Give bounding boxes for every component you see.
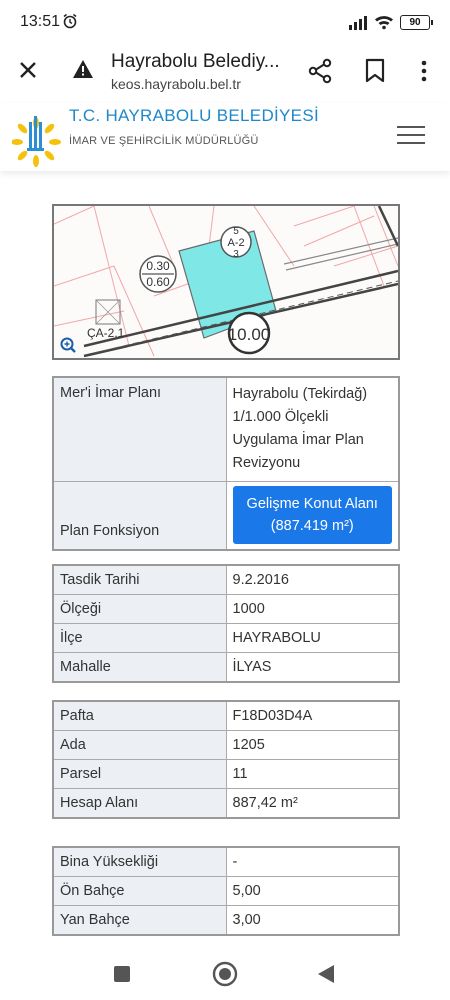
table-row	[53, 377, 399, 482]
recents-icon[interactable]	[112, 964, 132, 984]
row-key: Bina Yüksekliği	[53, 847, 226, 877]
row-key: Pafta	[53, 701, 226, 731]
table-row	[53, 565, 399, 595]
map-ratio-bottom: 0.60	[146, 275, 170, 289]
row-value: F18D03D4A	[226, 701, 399, 731]
row-key: Ön Bahçe	[53, 877, 226, 906]
table-row	[53, 847, 399, 877]
row-value: 3,00	[226, 906, 399, 936]
site-title: T.C. HAYRABOLU BELEDİYESİ	[69, 106, 319, 125]
plan-function-button[interactable]: Gelişme Konut Alanı (887.419 m²)	[233, 486, 392, 544]
status-time: 13:51	[20, 13, 61, 30]
table-row	[53, 877, 399, 906]
map-road-width: 10.00	[227, 325, 271, 344]
row-value: İLYAS	[226, 653, 399, 683]
municipality-logo[interactable]	[12, 109, 62, 169]
row-value: 1205	[226, 731, 399, 760]
system-nav-bar	[0, 948, 450, 1000]
status-bar	[0, 0, 450, 46]
row-value: 9.2.2016	[226, 565, 399, 595]
table-row	[53, 653, 399, 683]
row-key: Ölçeği	[53, 595, 226, 624]
alarm-icon	[62, 13, 78, 29]
battery-icon: 90	[400, 15, 430, 30]
browser-toolbar	[0, 46, 450, 96]
wifi-icon	[374, 14, 394, 30]
plan-key: Mer'i İmar Planı	[53, 377, 226, 482]
approval-table	[52, 564, 400, 683]
share-icon[interactable]	[307, 58, 333, 84]
row-value: 1000	[226, 595, 399, 624]
table-row	[53, 701, 399, 731]
site-subtitle: İMAR VE ŞEHİRCİLİK MÜDÜRLÜĞÜ	[69, 135, 259, 147]
map-canvas[interactable]	[54, 206, 398, 358]
row-key: Ada	[53, 731, 226, 760]
page-title[interactable]: Hayrabolu Belediy...	[111, 51, 280, 72]
parcel-table	[52, 700, 400, 819]
row-value: HAYRABOLU	[226, 624, 399, 653]
table-row	[53, 624, 399, 653]
warning-icon[interactable]	[72, 58, 94, 80]
row-value: 887,42 m²	[226, 789, 399, 819]
row-key: İlçe	[53, 624, 226, 653]
map-ratio-top: 0.30	[146, 259, 170, 273]
row-key: Yan Bahçe	[53, 906, 226, 936]
row-value: -	[226, 847, 399, 877]
row-key: Hesap Alanı	[53, 789, 226, 819]
plan-value: Hayrabolu (Tekirdağ) 1/1.000 Ölçekli Uygulama İmar Plan Revizyonu	[226, 377, 399, 482]
map-circle-mid: A-2	[227, 237, 245, 249]
table-row	[53, 760, 399, 789]
row-key: Parsel	[53, 760, 226, 789]
hamburger-line	[397, 134, 425, 136]
building-table	[52, 846, 400, 936]
menu-button[interactable]	[397, 126, 425, 148]
table-row	[53, 731, 399, 760]
site-header	[0, 103, 450, 171]
map-circle-bottom: 3	[233, 249, 239, 260]
table-row	[53, 906, 399, 936]
plan-function-key: Plan Fonksiyon	[53, 482, 226, 550]
hamburger-line	[397, 142, 425, 144]
signal-icon	[348, 15, 368, 30]
url-host[interactable]: keos.hayrabolu.bel.tr	[111, 76, 241, 92]
map-zone-code: ÇA-2.1	[87, 326, 125, 340]
more-vert-icon[interactable]	[414, 59, 434, 83]
home-icon[interactable]	[212, 961, 238, 987]
row-key: Mahalle	[53, 653, 226, 683]
table-row	[53, 789, 399, 819]
bookmark-icon[interactable]	[364, 58, 386, 84]
zoning-map[interactable]	[52, 204, 400, 360]
table-row	[53, 595, 399, 624]
row-value: 5,00	[226, 877, 399, 906]
plan-table	[52, 376, 400, 551]
map-circle-top: 5	[233, 226, 239, 237]
hamburger-line	[397, 126, 425, 128]
table-row	[53, 482, 399, 550]
row-value: 11	[226, 760, 399, 789]
close-icon[interactable]	[16, 58, 40, 82]
back-icon[interactable]	[316, 963, 336, 985]
row-key: Tasdik Tarihi	[53, 565, 226, 595]
